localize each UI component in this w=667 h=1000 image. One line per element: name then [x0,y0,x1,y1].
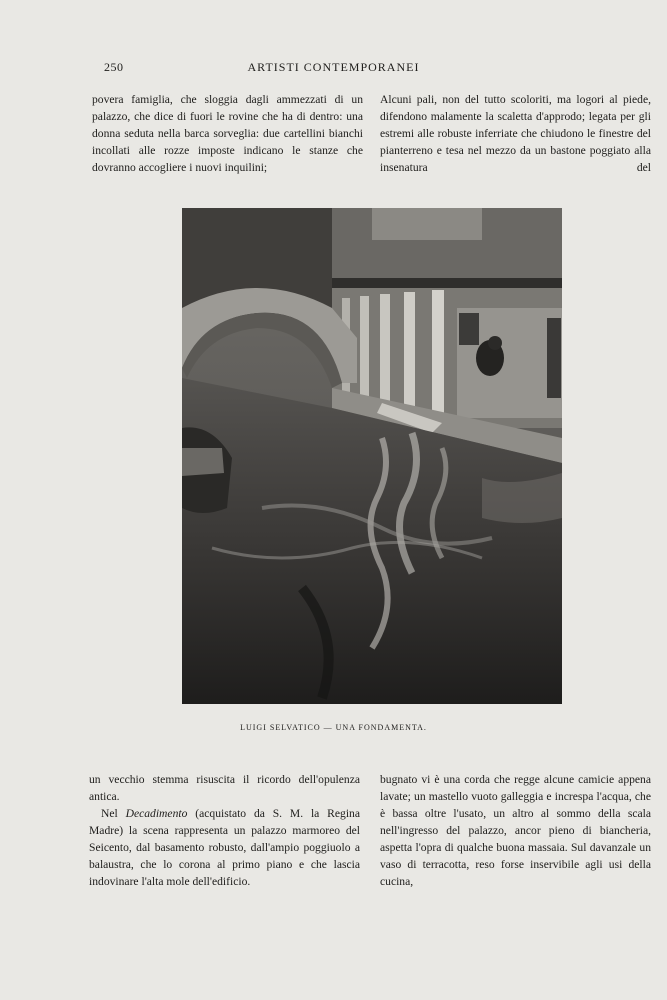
bottom-left-para-1: un vecchio stemma risuscita il ricordo dell'opulenza antica. [89,773,360,803]
top-right-column [380,91,651,176]
bottom-left-column [89,771,360,890]
top-left-text: povera famiglia, che sloggia dagli ammezzati di un palazzo, che dice di fuori le rovine che ha di dentro: una donna seduta nella barca sorveglia: due cartellini bianchi incollati alle rozze imposte indicano le stanze che dovranno accogliere i nuovi inquilini; [92,93,363,174]
painting-figure [182,208,562,704]
para2-before: Nel [101,807,126,820]
top-left-column [92,91,363,176]
running-title: ARTISTI CONTEMPORANEI [247,60,420,74]
top-right-text: Alcuni pali, non del tutto scoloriti, ma logori al piede, difendono malamente la scaletta d'approdo; legata per gli estremi alle robuste inferriate che chiudono le finestre del pianterreno e tesa nel mezzo da un bastone poggiato alla insenatura del [380,93,651,174]
page-number: 250 [104,60,124,74]
bottom-left-para-2 [89,805,360,890]
painting-illustration [182,208,562,704]
bottom-right-column [380,771,651,890]
bottom-right-text: bugnato vi è una corda che regge alcune camicie appena lavate; un mastello vuoto galleggia e increspa l'acqua, che è bassa oltre l'usato, un altro al sommo della scala nell'ingresso del palazzo, ancor pieno di biancheria, aspetta l'opra di qualche buona massaia. Sul davanzale un vaso di terracotta, reso forse inservibile agli usi della cucina, [380,773,651,888]
para2-after: (acquistato da S. M. la Regina Madre) la scena rappresenta un palazzo marmoreo del Seicento, dal basamento robusto, dall'ampio poggiuolo a balaustra, che lo corona al primo piano e che lascia indovinare l'alta mole dell'edificio. [89,807,360,888]
artwork-title-decadimento: Decadimento [125,807,188,820]
figure-caption: LUIGI SELVATICO — UNA FONDAMENTA. [240,723,427,732]
